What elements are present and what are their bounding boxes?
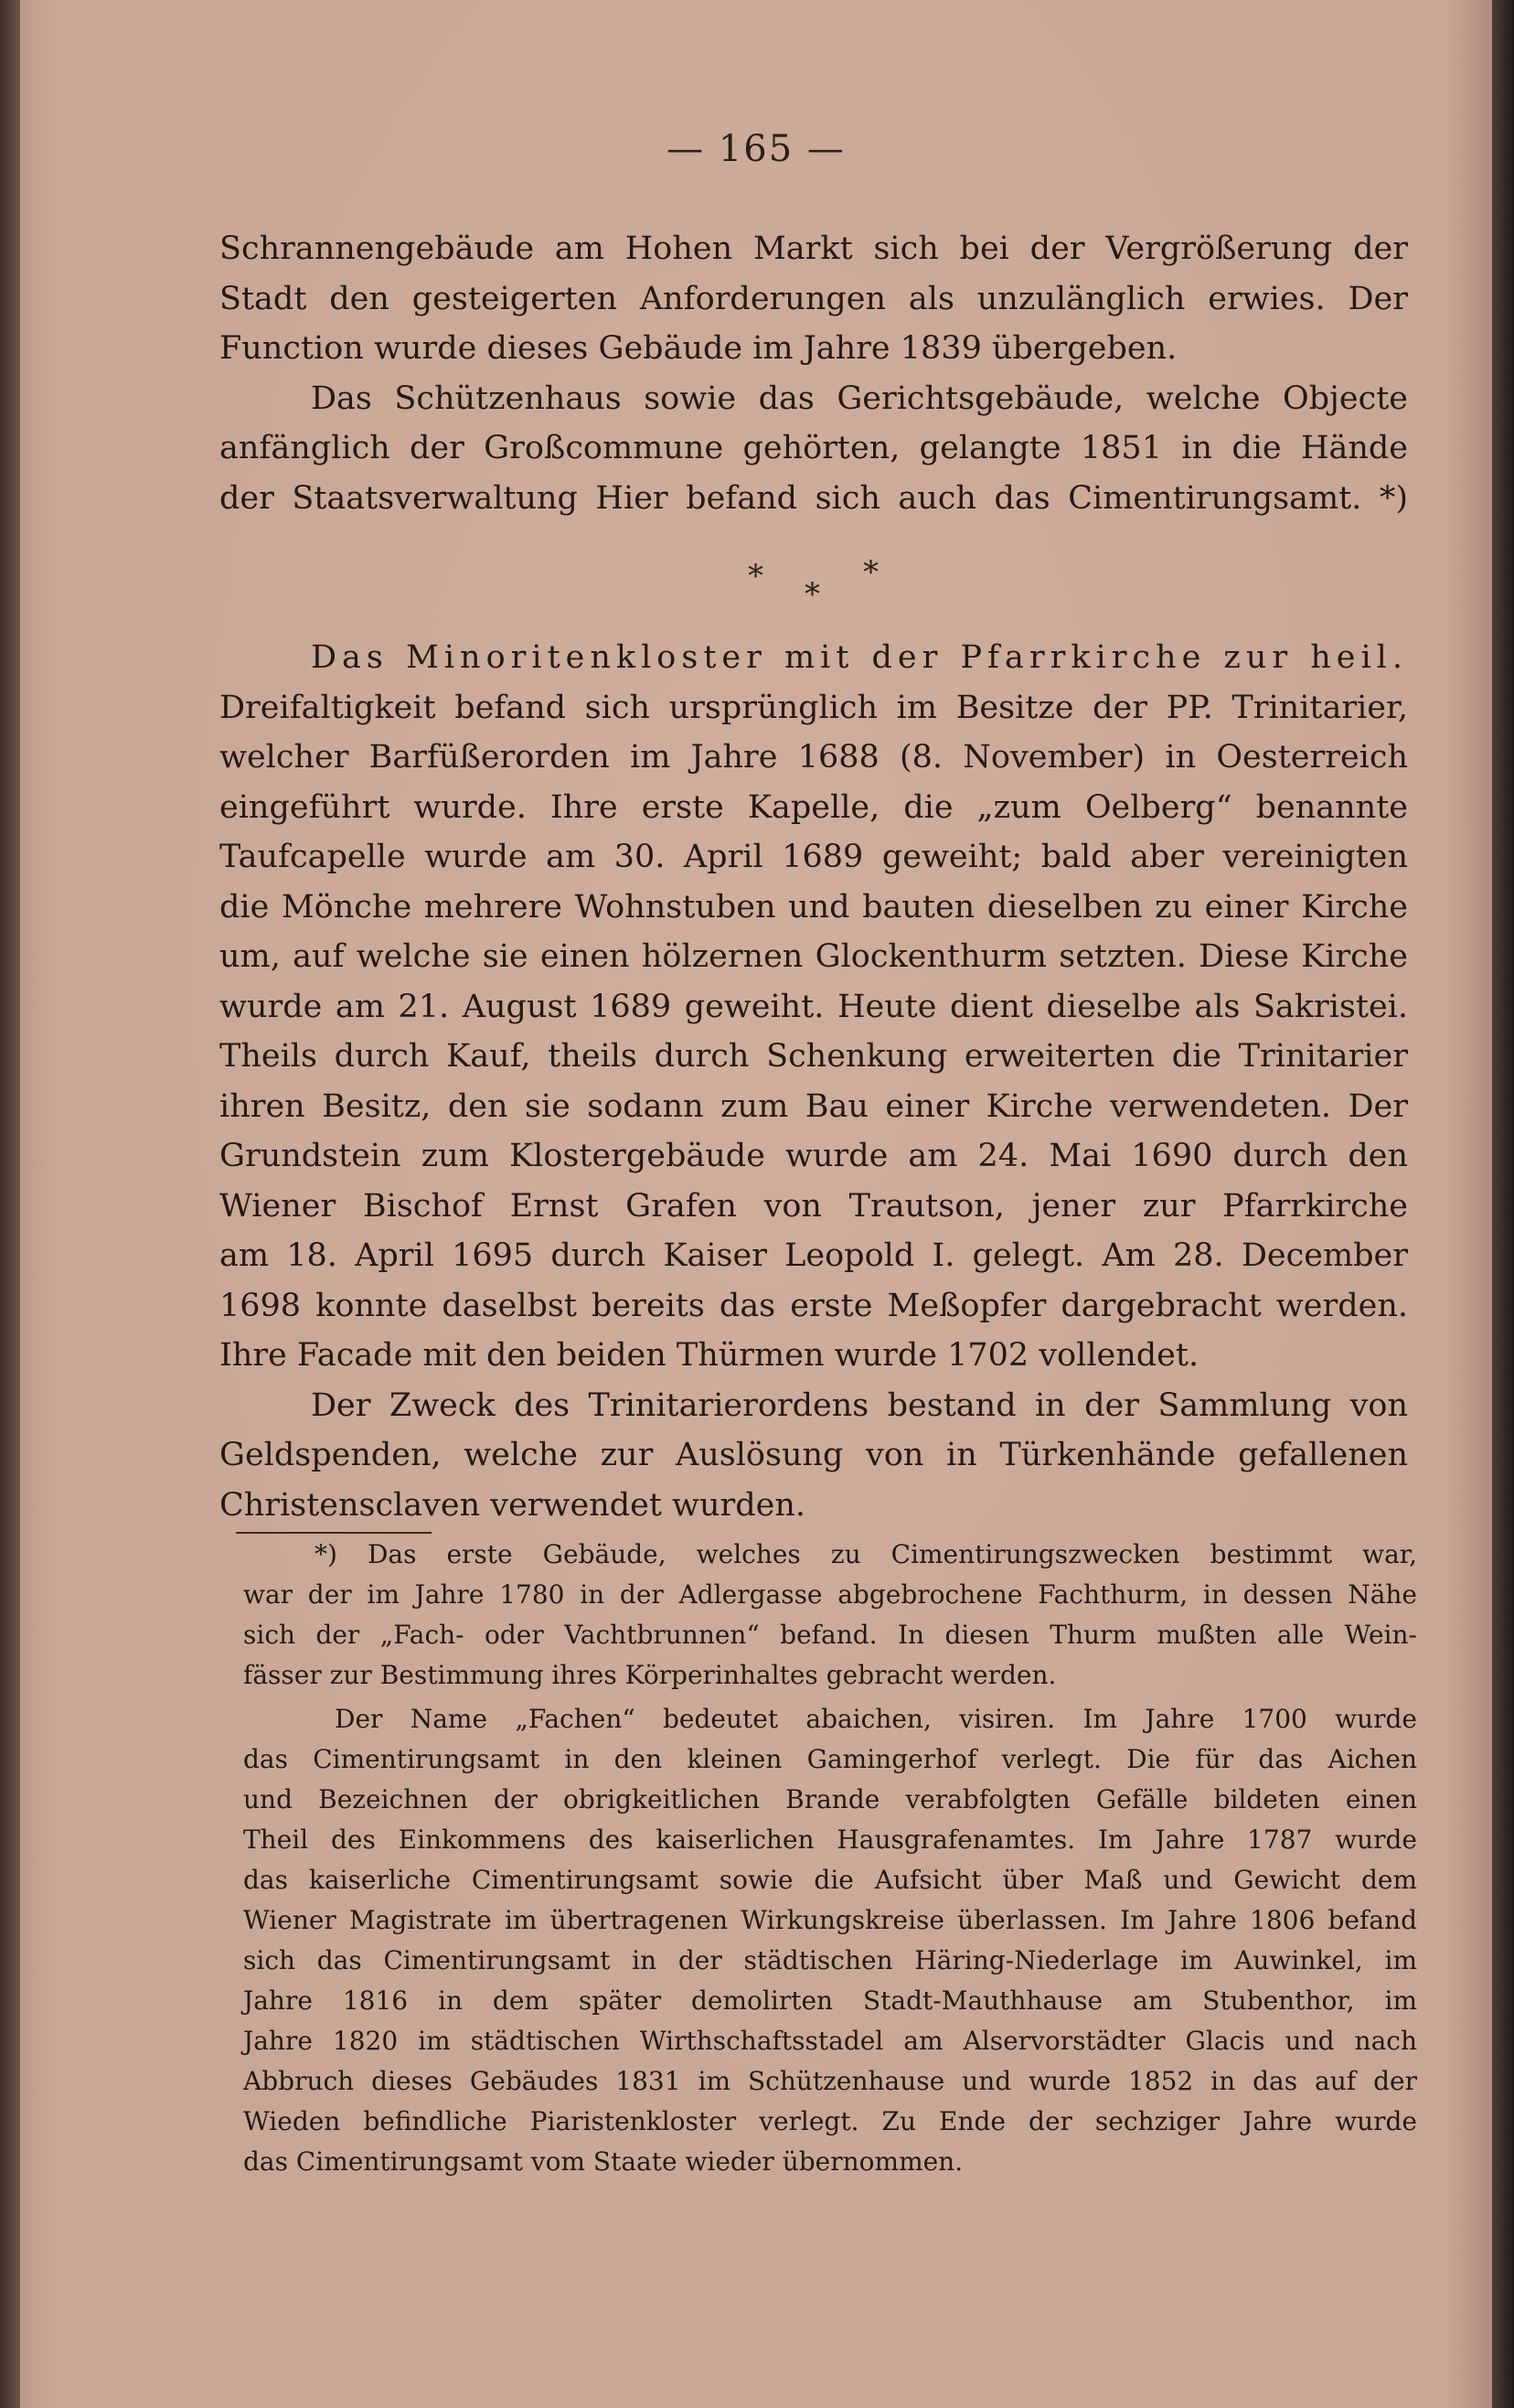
asterisk: *	[863, 554, 879, 591]
text-line: Theils durch Kauf, theils durch Schenkung erweiterten die Trinitarier	[219, 1038, 1408, 1075]
text-line: Der Zweck des Trinitarierordens bestand in der Sammlung von	[311, 1386, 1408, 1424]
footnote-2	[243, 1699, 1417, 2182]
text-line: Wiener Bischof Ernst Grafen von Trautson, jener zur Pfarrkirche	[219, 1187, 1408, 1225]
text-line: ihren Besitz, den sie sodann zum Bau einer Kirche verwendeten. Der	[219, 1087, 1408, 1125]
text-line: der Staatsverwaltung Hier befand sich auch das Cimentirungsamt. *)	[219, 479, 1408, 517]
book-page	[20, 0, 1492, 2408]
text-line: anfänglich der Großcommune gehörten, gelangte 1851 in die Hände	[219, 430, 1408, 466]
asterisk: *	[748, 558, 763, 594]
text-line: eingeführt wurde. Ihre erste Kapelle, die „zum Oelberg“ benannte	[219, 788, 1408, 826]
footnotes	[243, 1535, 1417, 2186]
text-line: Schrannengebäude am Hohen Markt sich bei der Vergrößerung der	[219, 230, 1408, 267]
paragraph-1	[219, 224, 1408, 374]
footnote-line: Jahre 1816 in dem später demolirten Stadt-Mauthhause am Stubenthor, im	[243, 1985, 1417, 2016]
footnote-line: Wieden befindliche Piaristenkloster verlegt. Zu Ende der sechziger Jahre wurde	[243, 2106, 1417, 2136]
paragraph-2	[219, 374, 1408, 524]
book-gutter	[0, 0, 20, 2408]
section-divider	[219, 523, 1408, 633]
text-line: Dreifaltigkeit befand sich ursprünglich im Besitze der PP. Trinitarier,	[219, 689, 1408, 726]
paragraph-3	[219, 633, 1408, 1381]
text-line: Christensclaven verwendet wurden.	[219, 1486, 806, 1524]
footnote-line: Abbruch dieses Gebäudes 1831 im Schützenhause und wurde 1852 in das auf der	[243, 2066, 1417, 2096]
text-line: am 18. April 1695 durch Kaiser Leopold I. gelegt. Am 28. December	[219, 1237, 1408, 1274]
footnote-rule	[236, 1532, 432, 1534]
main-text	[219, 224, 1408, 1530]
text-line: Grundstein zum Klostergebäude wurde am 24. Mai 1690 durch den	[219, 1138, 1408, 1174]
text-line: die Mönche mehrere Wohnstuben und bauten dieselben zu einer Kirche	[219, 888, 1408, 926]
footnote-line: das Cimentirungsamt vom Staate wieder übernommen.	[243, 2146, 964, 2177]
text-line: welcher Barfüßerorden im Jahre 1688 (8. November) in Oesterreich	[219, 739, 1408, 776]
footnote-line: das kaiserliche Cimentirungsamt sowie die Aufsicht über Maß und Gewicht dem	[243, 1865, 1417, 1895]
text-line: Stadt den gesteigerten Anforderungen als unzulänglich erwies. Der	[219, 280, 1408, 317]
footnote-line: fässer zur Bestimmung ihres Körperinhaltes gebracht werden.	[243, 1660, 1057, 1690]
page-number: — 165 —	[666, 128, 846, 170]
text-line: wurde am 21. August 1689 geweiht. Heute dient dieselbe als Sakristei.	[219, 988, 1408, 1025]
section-heading-line: Das Minoritenkloster mit der Pfarrkirche zur heil.	[311, 639, 1408, 676]
text-line: Ihre Facade mit den beiden Thürmen wurde 1702 vollendet.	[219, 1337, 1199, 1374]
footnote-line: das Cimentirungsamt in den kleinen Gamingerhof verlegt. Die für das Aichen	[243, 1744, 1417, 1774]
paragraph-4	[219, 1381, 1408, 1531]
footnote-line: Jahre 1820 im städtischen Wirthschaftsstadel am Alservorstädter Glacis und nach	[243, 2026, 1417, 2056]
footnote-line: *) Das erste Gebäude, welches zu Cimentirungszwecken bestimmt war,	[315, 1539, 1417, 1569]
text-line: Das Schützenhaus sowie das Gerichtsgebäude, welche Objecte	[311, 380, 1408, 417]
asterisk: *	[805, 576, 820, 613]
footnote-line: Wiener Magistrate im übertragenen Wirkungskreise überlassen. Im Jahre 1806 befand	[243, 1905, 1417, 1935]
text-line: um, auf welche sie einen hölzernen Glockenthurm setzten. Diese Kirche	[219, 938, 1408, 975]
footnote-line: war der im Jahre 1780 in der Adlergasse abgebrochene Fachthurm, in dessen Nähe	[243, 1579, 1417, 1610]
text-line: 1698 konnte daselbst bereits das erste Meßopfer dargebracht werden.	[219, 1287, 1408, 1324]
book-fore-edge	[1492, 0, 1514, 2408]
footnote-line: sich der „Fach- oder Vachtbrunnen“ befand. In diesen Thurm mußten alle Wein-	[243, 1620, 1417, 1650]
footnote-line: und Bezeichnen der obrigkeitlichen Brande verabfolgten Gefälle bildeten einen	[243, 1784, 1417, 1814]
text-line: Function wurde dieses Gebäude im Jahre 1839 übergeben.	[219, 330, 1178, 367]
footnote-line: sich das Cimentirungsamt in der städtischen Häring-Niederlage im Auwinkel, im	[243, 1945, 1417, 1975]
text-line: Taufcapelle wurde am 30. April 1689 geweiht; bald aber vereinigten	[219, 839, 1408, 875]
footnote-line: Theil des Einkommens des kaiserlichen Hausgrafenamtes. Im Jahre 1787 wurde	[243, 1825, 1417, 1855]
footnote-line: Der Name „Fachen“ bedeutet abaichen, visiren. Im Jahre 1700 wurde	[335, 1704, 1417, 1734]
footnote-1	[243, 1535, 1417, 1696]
text-line: Geldspenden, welche zur Auslösung von in Türkenhände gefallenen	[219, 1437, 1408, 1473]
